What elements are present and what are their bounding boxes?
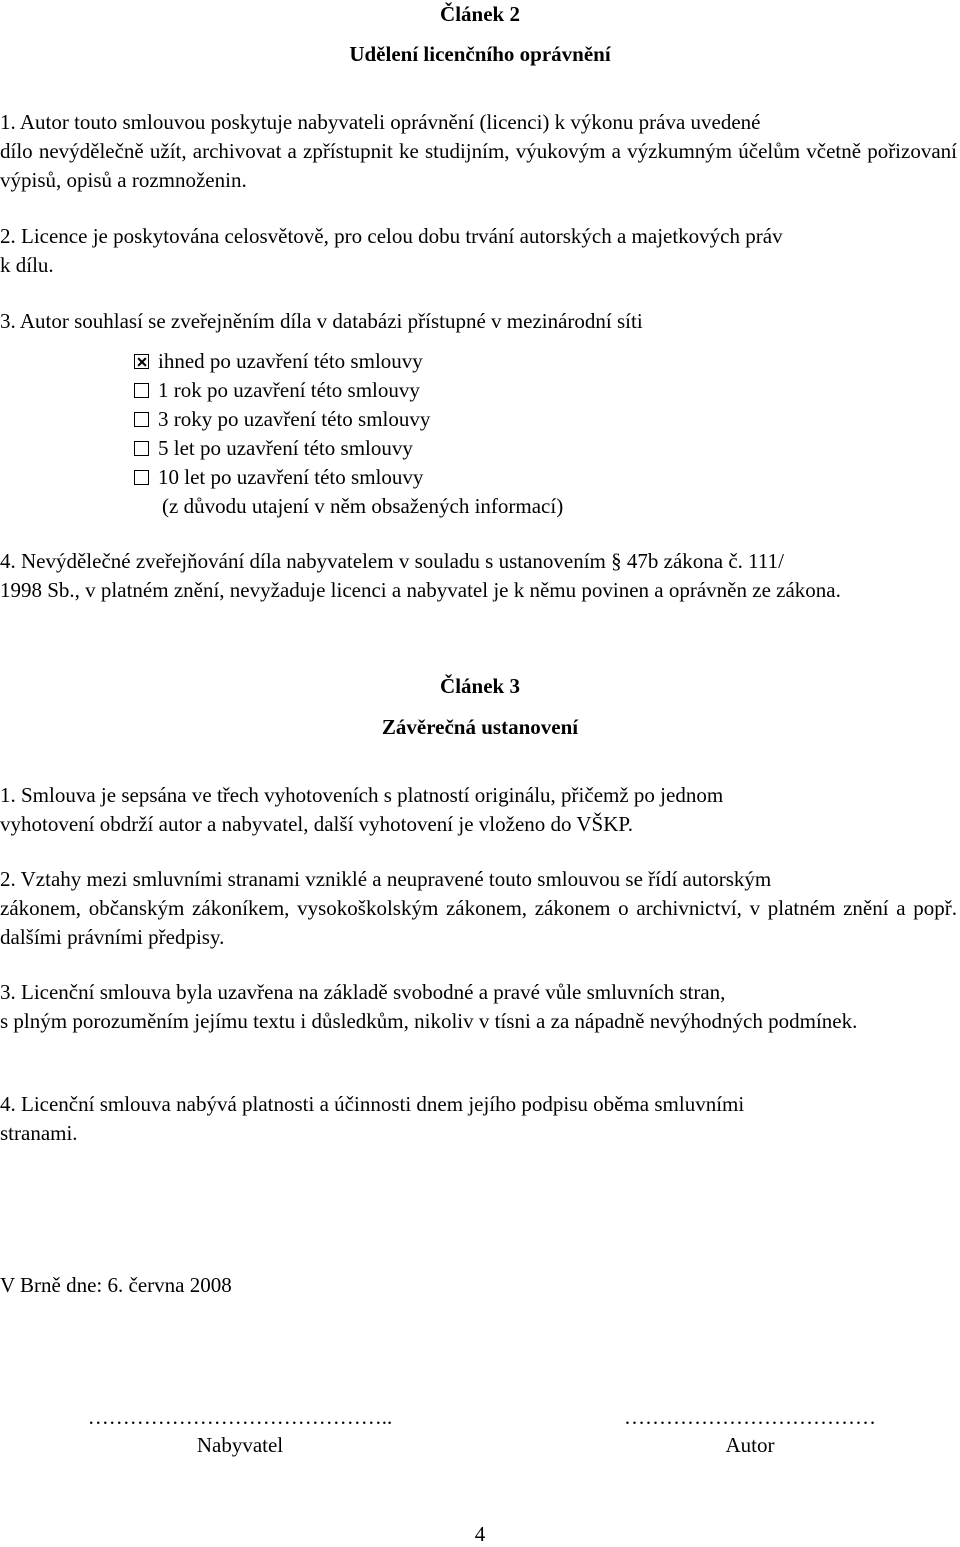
paragraph-text: stranami. <box>0 1121 78 1145</box>
signature-right <box>540 1405 960 1458</box>
option-immediately[interactable] <box>134 347 423 376</box>
article-2-paragraph-2 <box>0 222 957 280</box>
signature-line: ……………………………… <box>624 1405 876 1429</box>
article-2-subtitle: Udělení licenčního oprávnění <box>349 42 611 66</box>
checkbox-icon[interactable] <box>134 383 149 398</box>
paragraph-line: 2. Licence je poskytována celosvětově, pro celou dobu trvání autorských a majetkových práv <box>0 224 783 248</box>
article-2-paragraph-1 <box>0 108 957 195</box>
paragraph-line: 3. Licenční smlouva byla uzavřena na základě svobodné a pravé vůle smluvních stran, <box>0 980 726 1004</box>
article-2-paragraph-4 <box>0 547 957 605</box>
option-5-years[interactable] <box>134 434 413 463</box>
article-3-paragraph-4 <box>0 1090 957 1148</box>
paragraph-text: zákonem, občanským zákoníkem, vysokoškolským zákonem, zákonem o archivnictví, v platném znění a popř. dalšími právními předpisy. <box>0 896 957 949</box>
option-3-years[interactable] <box>134 405 430 434</box>
paragraph-line: 1. Autor touto smlouvou poskytuje nabyvateli oprávnění (licenci) k výkonu práva uvedené <box>0 110 761 134</box>
option-label: 10 let po uzavření této smlouvy <box>158 465 424 489</box>
article-3-paragraph-3 <box>0 978 957 1036</box>
checked-checkbox-icon[interactable] <box>134 354 149 369</box>
paragraph-line: 2. Vztahy mezi smluvními stranami vzniklé a neupravené touto smlouvou se řídí autorským <box>0 867 772 891</box>
checkbox-icon[interactable] <box>134 412 149 427</box>
article-3-title: Článek 3 <box>440 674 520 698</box>
options-note: (z důvodu utajení v něm obsažených informací) <box>162 494 564 518</box>
paragraph-line: 1. Smlouva je sepsána ve třech vyhotoveních s platností originálu, přičemž po jednom <box>0 783 724 807</box>
paragraph-text: vyhotovení obdrží autor a nabyvatel, další vyhotovení je vloženo do VŠKP. <box>0 812 634 836</box>
article-2-paragraph-3: 3. Autor souhlasí se zveřejněním díla v databázi přístupné v mezinárodní síti <box>0 309 643 333</box>
article-3-paragraph-1 <box>0 781 957 839</box>
option-label: ihned po uzavření této smlouvy <box>158 349 423 373</box>
paragraph-text: k dílu. <box>0 253 54 277</box>
option-10-years[interactable] <box>134 463 423 492</box>
option-label: 5 let po uzavření této smlouvy <box>158 436 413 460</box>
checkbox-icon[interactable] <box>134 441 149 456</box>
place-and-date: V Brně dne: 6. června 2008 <box>0 1273 232 1297</box>
option-label: 3 roky po uzavření této smlouvy <box>158 407 431 431</box>
article-3-paragraph-2 <box>0 865 957 952</box>
signature-left <box>30 1405 450 1458</box>
option-label: 1 rok po uzavření této smlouvy <box>158 378 420 402</box>
option-1-year[interactable] <box>134 376 420 405</box>
paragraph-line: 4. Licenční smlouva nabývá platnosti a účinnosti dnem jejího podpisu oběma smluvními <box>0 1092 745 1116</box>
article-2-title: Článek 2 <box>440 2 520 26</box>
paragraph-line: 4. Nevýdělečné zveřejňování díla nabyvatelem v souladu s ustanovením § 47b zákona č. 111/ <box>0 549 784 573</box>
signature-line: …………………………………….. <box>87 1405 393 1429</box>
paragraph-text: 1998 Sb., v platném znění, nevyžaduje licenci a nabyvatel je k němu povinen a oprávněn ze zákona. <box>0 578 841 602</box>
paragraph-text: s plným porozuměním jejímu textu i důsledkům, nikoliv v tísni a za nápadně nevýhodných podmínek. <box>0 1009 858 1033</box>
checkbox-icon[interactable] <box>134 470 149 485</box>
paragraph-text: dílo nevýdělečně užít, archivovat a zpřístupnit ke studijním, výukovým a výzkumným účelům včetně pořizovaní výpisů, opisů a rozmnoženin. <box>0 139 957 192</box>
signature-label-autor: Autor <box>725 1433 775 1457</box>
page-number: 4 <box>474 1522 486 1546</box>
article-3-subtitle: Závěrečná ustanovení <box>381 715 579 739</box>
signature-label-nabyvatel: Nabyvatel <box>196 1433 284 1457</box>
